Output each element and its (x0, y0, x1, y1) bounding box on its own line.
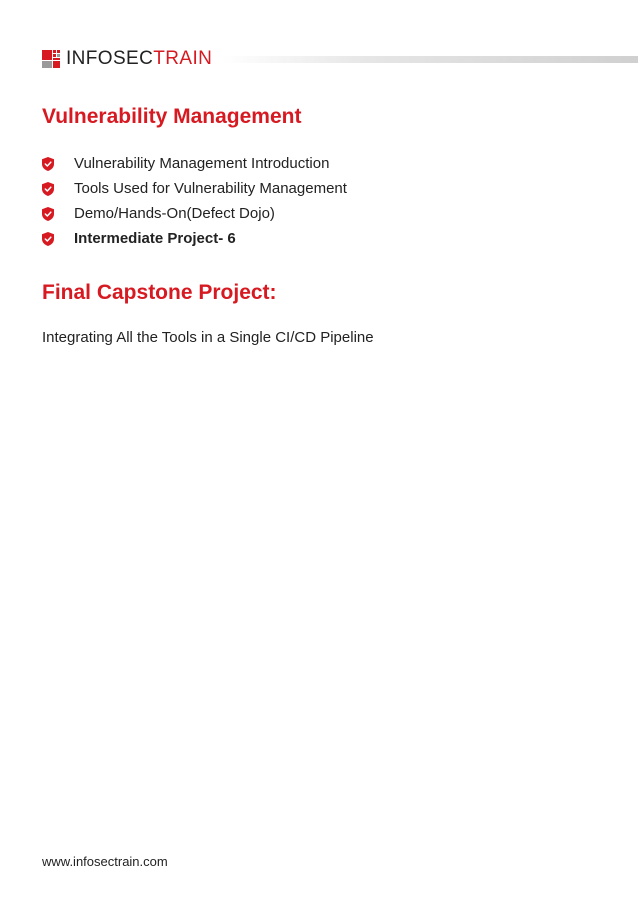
brand-name-part1: INFOSEC (66, 48, 154, 69)
list-item-label: Intermediate Project- 6 (74, 230, 236, 247)
infosectrain-logo-icon (42, 50, 60, 68)
section-title-final-capstone: Final Capstone Project: (42, 281, 277, 304)
shield-check-icon (42, 207, 54, 221)
shield-check-icon (42, 232, 54, 246)
shield-check-icon (42, 182, 54, 196)
list-item (42, 176, 347, 201)
list-item (42, 226, 347, 251)
shield-check-icon (42, 157, 54, 171)
list-item (42, 201, 347, 226)
list-item (42, 151, 347, 176)
list-item-label: Tools Used for Vulnerability Management (74, 180, 347, 197)
capstone-description: Integrating All the Tools in a Single CI/CD Pipeline (42, 329, 374, 346)
section-title-vulnerability-management: Vulnerability Management (42, 105, 302, 128)
brand-name (66, 48, 212, 70)
list-item-label: Demo/Hands-On(Defect Dojo) (74, 205, 275, 222)
footer-url: www.infosectrain.com (42, 854, 168, 869)
brand-name-part2: TRAIN (153, 48, 213, 69)
list-item-label: Vulnerability Management Introduction (74, 155, 330, 172)
page-header (42, 48, 638, 70)
topic-list (42, 151, 347, 251)
header-gradient-bar (222, 56, 638, 63)
